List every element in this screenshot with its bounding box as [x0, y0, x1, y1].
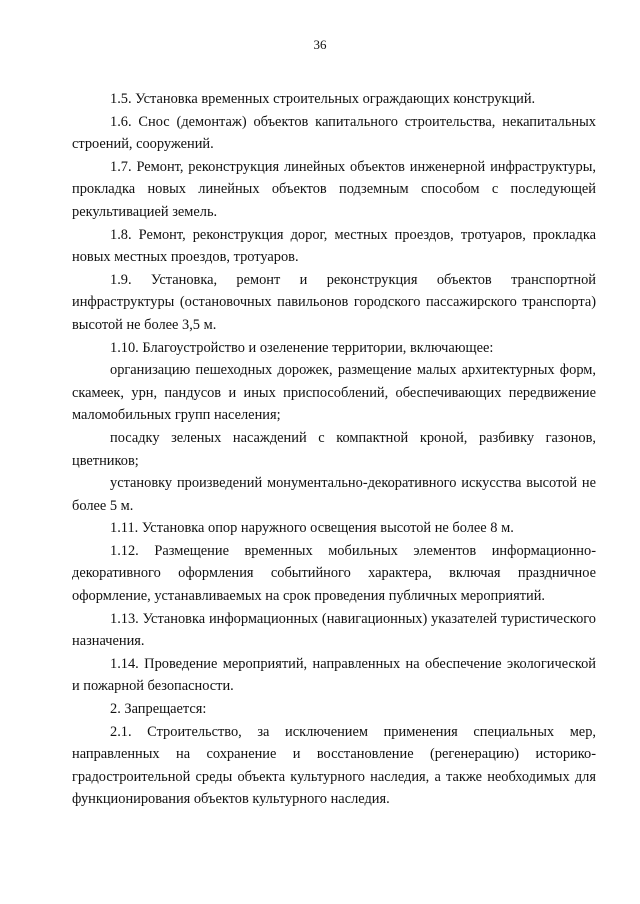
paragraph-1-11: 1.11. Установка опор наружного освещения высотой не более 8 м. [110, 520, 514, 537]
paragraph-1-7: 1.7. Ремонт, реконструкция линейных объектов инженерной инфраструктуры, прокладка новых линейных объектов подземным способом с последующей рекультивацией земель. [72, 158, 596, 220]
paragraph-1-9: 1.9. Установка, ремонт и реконструкция объектов транспортной инфраструктуры (остановочных павильонов городского пассажирского транспорта) высотой не более 3,5 м. [72, 271, 596, 333]
paragraph-1-6: 1.6. Снос (демонтаж) объектов капитального строительства, некапитальных строений, сооружений. [72, 113, 596, 153]
paragraph-1-12: 1.12. Размещение временных мобильных элементов информационно-декоративного оформления событийного характера, включая праздничное оформление, устанавливаемых на срок проведения публичных мероприятий. [72, 542, 596, 605]
paragraph-1-10-item-1: организацию пешеходных дорожек, размещение малых архитектурных форм, скамеек, урн, пандусов и иных приспособлений, обеспечивающих передвижение маломобильных групп населения; [72, 362, 596, 424]
paragraph-1-5: 1.5. Установка временных строительных ограждающих конструкций. [110, 91, 536, 107]
paragraph-1-13: 1.13. Установка информационных (навигационных) указателей туристического назначения. [72, 610, 596, 650]
page-number: 36 [313, 37, 327, 52]
paragraph-2-1: 2.1. Строительство, за исключением применения специальных мер, направленных на сохранение и восстановление (регенерацию) историко-градостроительной среды объекта культурного наследия, а также необходимых для функционирования объектов культурного наследия. [72, 723, 596, 808]
paragraph-1-10: 1.10. Благоустройство и озеленение территории, включающее: [110, 339, 494, 356]
paragraph-1-10-item-2: посадку зеленых насаждений с компактной кроной, разбивку газонов, цветников; [72, 429, 596, 469]
paragraph-2: 2. Запрещается: [110, 701, 207, 718]
document-body [72, 88, 596, 811]
paragraph-1-14: 1.14. Проведение мероприятий, направленных на обеспечение экологической и пожарной безопасности. [72, 655, 596, 695]
paragraph-1-10-item-3: установку произведений монументально-декоративного искусства высотой не более 5 м. [72, 475, 596, 514]
paragraph-1-8: 1.8. Ремонт, реконструкция дорог, местных проездов, тротуаров, прокладка новых местных проездов, тротуаров. [72, 226, 596, 266]
